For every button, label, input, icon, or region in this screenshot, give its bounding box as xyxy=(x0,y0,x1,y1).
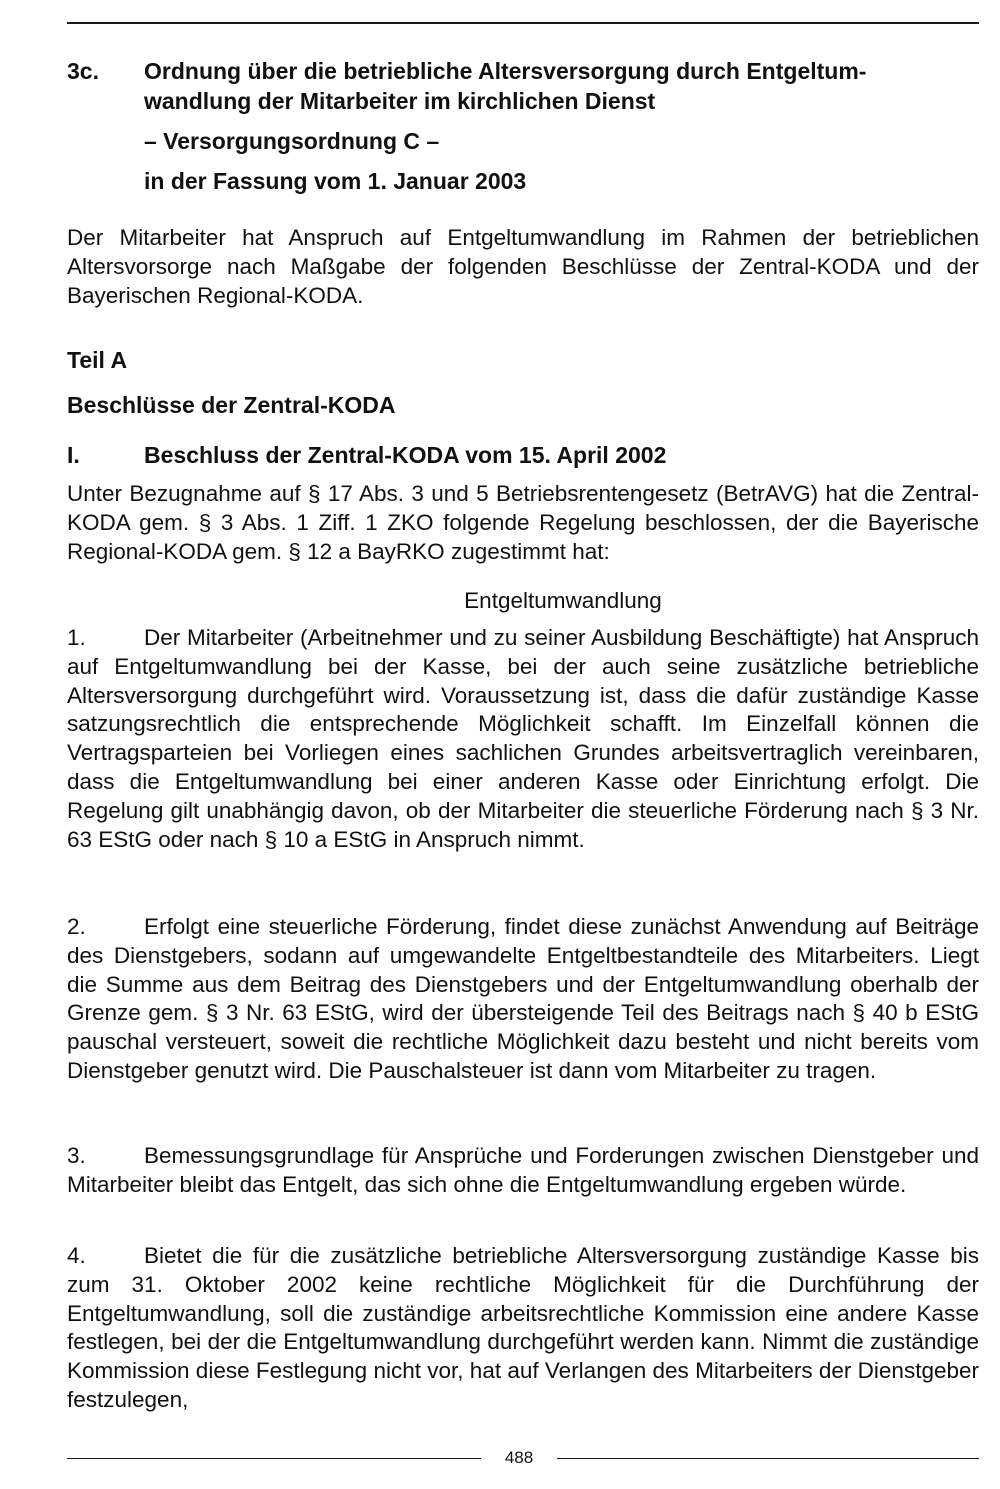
list-item xyxy=(67,1142,979,1200)
document-page xyxy=(67,0,979,1489)
heading-line-3: – Versorgungsordnung C – xyxy=(144,128,440,154)
item-number: 3. xyxy=(67,1143,86,1168)
document-heading xyxy=(67,56,979,196)
section-title xyxy=(67,440,666,470)
heading-line-4: in der Fassung vom 1. Januar 2003 xyxy=(144,168,527,194)
section-preamble: Unter Bezugnahme auf § 17 Abs. 3 und 5 Betriebsrentengesetz (BetrAVG) hat die Zentral-KODA gem. § 3 Abs. 1 Ziff. 1 ZKO folgende Regelung beschlossen, der die Bayerische Regional-KODA gem. § 12 a BayRKO zugestimmt hat: xyxy=(67,481,979,564)
list-item xyxy=(67,913,979,1086)
section-subtitle: Entgeltumwandlung xyxy=(464,588,662,613)
footer-rule-left xyxy=(67,1458,481,1459)
list-item xyxy=(67,1242,979,1415)
section-number: I. xyxy=(67,442,80,468)
list-item xyxy=(67,624,979,854)
heading-line-1: Ordnung über die betriebliche Altersversorgung durch Entgeltum- xyxy=(144,58,867,84)
heading-line-2: wandlung der Mitarbeiter im kirchlichen Dienst xyxy=(144,88,656,114)
item-number: 4. xyxy=(67,1243,86,1268)
part-title: Beschlüsse der Zentral-KODA xyxy=(67,392,396,418)
item-text: Der Mitarbeiter (Arbeitnehmer und zu seiner Ausbildung Beschäftigte) hat Anspruch auf Entgeltumwandlung bei der Kasse, bei der auch seine zusätzliche betriebliche Altersversorgung durchgeführt wird. Voraussetzung ist, dass die dafür zuständige Kasse satzungsrechtlich die entsprechende Möglichkeit schafft. Im Einzelfall können die Vertragsparteien bei Vorliegen eines sachlichen Grundes arbeitsvertraglich vereinbaren, dass die Entgeltumwandlung bei einer anderen Kasse oder Einrichtung erfolgt. Die Regelung gilt unabhängig davon, ob der Mitarbeiter die steuerliche Förderung nach § 3 Nr. 63 EStG oder nach § 10 a EStG in Anspruch nimmt. xyxy=(67,625,979,852)
item-text: Erfolgt eine steuerliche Förderung, findet diese zunächst Anwendung auf Beiträge des Dienstgebers, sodann auf umgewandelte Entgeltbestandteile des Mitarbeiters. Liegt die Summe aus dem Beitrag des Dienstgebers und der Entgeltumwandlung oberhalb der Grenze gem. § 3 Nr. 63 EStG, wird der übersteigende Teil des Beitrags nach § 40 b EStG pauschal versteuert, soweit die rechtliche Möglichkeit dazu besteht und nicht bereits vom Dienstgeber genutzt wird. Die Pauschalsteuer ist dann vom Mitarbeiter zu tragen. xyxy=(67,914,979,1083)
item-number: 1. xyxy=(67,625,86,650)
footer-rule-right xyxy=(557,1458,979,1459)
section-title-text: Beschluss der Zentral-KODA vom 15. April 2002 xyxy=(144,442,667,468)
top-rule xyxy=(67,22,979,24)
page-number: 488 xyxy=(504,1448,534,1467)
intro-paragraph: Der Mitarbeiter hat Anspruch auf Entgeltumwandlung im Rahmen der betrieblichen Altersvorsorge nach Maßgabe der folgenden Beschlüsse der Zentral-KODA und der Bayerischen Regional-KODA. xyxy=(67,225,979,308)
item-number: 2. xyxy=(67,914,86,939)
item-text: Bietet die für die zusätzliche betriebliche Altersversorgung zuständige Kasse bis zum 31. Oktober 2002 keine rechtliche Möglichkeit für die Durchführung der Entgeltumwandlung, soll die zuständige arbeitsrechtliche Kommission eine andere Kasse festlegen, bei der die Entgeltumwandlung durchgeführt werden kann. Nimmt die zuständige Kommission diese Festlegung nicht vor, hat auf Verlangen des Mitarbeiters der Dienstgeber festzulegen, xyxy=(67,1243,979,1412)
heading-number: 3c. xyxy=(67,58,99,84)
item-text: Bemessungsgrundlage für Ansprüche und Forderungen zwischen Dienstgeber und Mitarbeiter bleibt das Entgelt, das sich ohne die Entgeltumwandlung ergeben würde. xyxy=(67,1143,979,1197)
part-label: Teil A xyxy=(67,347,128,373)
